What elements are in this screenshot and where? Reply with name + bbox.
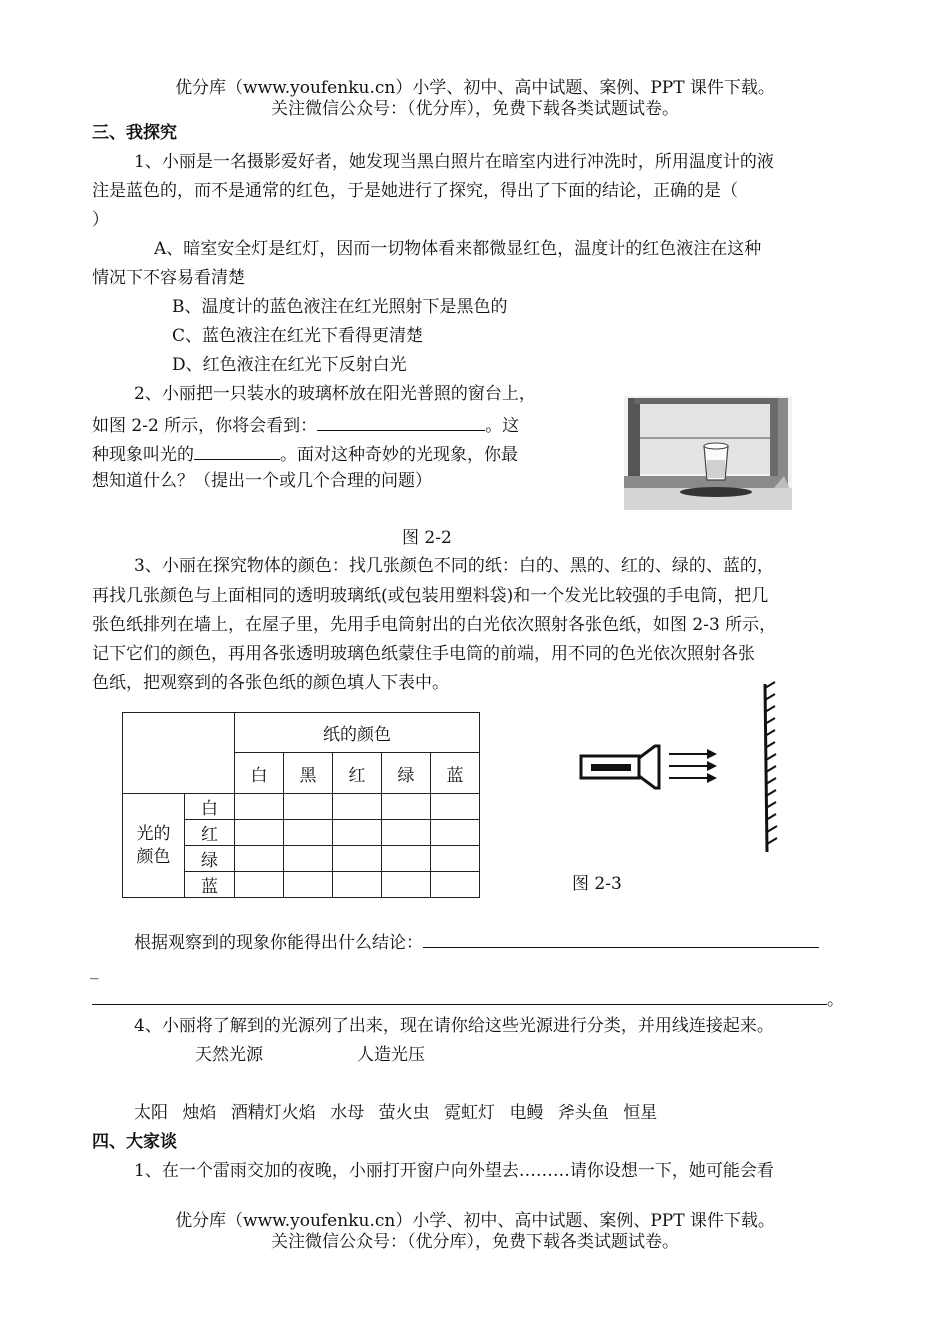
q1-line-1: 1、小丽是一名摄影爱好者，她发现当黑白照片在暗室内进行冲洗时，所用温度计的液	[134, 152, 774, 172]
q2-line-2	[92, 415, 519, 435]
header-line-1: 优分库（www.youfenku.cn）小学、初中、高中试题、案例、PPT 课件下载。	[175, 78, 775, 98]
source-item: 电鳗	[509, 1103, 544, 1123]
table-cell[interactable]	[333, 872, 382, 898]
table-cell[interactable]	[382, 846, 431, 872]
q1-option-a-line-2: 情况下不容易看清楚	[92, 268, 245, 288]
source-item: 水母	[330, 1103, 365, 1123]
category-artificial: 人造光压	[357, 1045, 425, 1065]
source-item: 恒星	[623, 1103, 658, 1123]
q1-option-c: C、蓝色液注在红光下看得更清楚	[172, 326, 424, 346]
q2-line-2-text: 如图 2-2 所示，你将会看到：	[92, 416, 318, 436]
q4-line-1: 4、小丽将了解到的光源列了出来，现在请你给这些光源进行分类，并用线连接起来。	[134, 1016, 774, 1036]
paper-color-red: 红	[333, 753, 382, 794]
light-color-green: 绿	[185, 846, 235, 872]
conclusion-blank-2[interactable]	[92, 989, 827, 1005]
q2-blank-2[interactable]	[194, 444, 280, 460]
q3-line-5: 色纸，把观察到的各张色纸的颜色填人下表中。	[92, 673, 449, 693]
table-cell[interactable]	[382, 794, 431, 820]
table-cell[interactable]	[235, 794, 284, 820]
table-cell[interactable]	[284, 872, 333, 898]
q1-line-2: 注是蓝色的，而不是通常的红色，于是她进行了探究，得出了下面的结论，正确的是（	[92, 181, 738, 201]
q2-line-3	[92, 444, 518, 464]
observation-table	[122, 712, 480, 898]
section-3-title: 三、我探究	[92, 123, 177, 143]
source-item: 斧头鱼	[557, 1103, 609, 1123]
table-cell[interactable]	[431, 794, 480, 820]
table-corner-cell	[123, 713, 235, 794]
q3-line-2: 再找几张颜色与上面相同的透明玻璃纸(或包装用塑料袋)和一个发光比较强的手电筒，把几	[92, 586, 769, 606]
source-item: 烛焰	[182, 1103, 217, 1123]
paper-color-blue: 蓝	[431, 753, 480, 794]
q2-line-2-tail: 。这	[485, 416, 520, 436]
q1-option-a-line-1: A、暗室安全灯是红灯，因而一切物体看来都微显红色，温度计的红色液注在这种	[154, 239, 762, 259]
light-color-header	[123, 794, 185, 898]
table-cell[interactable]	[235, 846, 284, 872]
q3-line-3: 张色纸排列在墙上，在屋子里，先用手电筒射出的白光依次照射各张色纸，如图 2-3 所示，	[92, 615, 777, 635]
paper-color-white: 白	[235, 753, 284, 794]
footer-line-1: 优分库（www.youfenku.cn）小学、初中、高中试题、案例、PPT 课件下载。	[175, 1211, 775, 1231]
q1-line-3: ）	[92, 210, 109, 230]
s4-q1-line-1: 1、在一个雷雨交加的夜晚，小丽打开窗户向外望去………请你设想一下，她可能会看	[134, 1161, 774, 1181]
table-cell[interactable]	[382, 872, 431, 898]
table-cell[interactable]	[431, 872, 480, 898]
section-4-title: 四、大家谈	[92, 1132, 177, 1152]
table-cell[interactable]	[333, 846, 382, 872]
source-item: 萤火虫	[378, 1103, 430, 1123]
category-natural: 天然光源	[195, 1045, 263, 1065]
paper-color-header: 纸的颜色	[235, 713, 480, 753]
table-cell[interactable]	[333, 794, 382, 820]
table-cell[interactable]	[284, 794, 333, 820]
conclusion-end-mark: 。	[827, 990, 844, 1010]
light-color-header-line-1: 光的	[136, 823, 171, 844]
light-color-header-line-2: 颜色	[136, 846, 171, 867]
footer-line-2: 关注微信公众号：（优分库），免费下载各类试题试卷。	[271, 1232, 679, 1252]
figure-2-2-caption: 图 2-2	[402, 528, 452, 548]
q2-line-3-tail: 。面对这种奇妙的光现象，你最	[280, 445, 518, 465]
conclusion-prompt	[134, 932, 819, 952]
light-color-blue: 蓝	[185, 872, 235, 898]
table-cell[interactable]	[235, 820, 284, 846]
source-item: 霓虹灯	[444, 1103, 496, 1123]
table-cell[interactable]	[431, 820, 480, 846]
q1-option-b: B、温度计的蓝色液注在红光照射下是黑色的	[172, 297, 508, 317]
light-color-white: 白	[185, 794, 235, 820]
window-glass-figure	[624, 396, 792, 510]
light-color-red: 红	[185, 820, 235, 846]
conclusion-blank-1[interactable]	[423, 932, 819, 948]
source-item: 太阳	[134, 1103, 168, 1123]
table-cell[interactable]	[284, 846, 333, 872]
stray-underscore: _	[90, 960, 99, 980]
table-cell[interactable]	[333, 820, 382, 846]
paper-color-black: 黑	[284, 753, 333, 794]
figure-2-3-caption: 图 2-3	[572, 874, 622, 894]
header-line-2: 关注微信公众号：（优分库），免费下载各类试题试卷。	[271, 99, 679, 119]
table-cell[interactable]	[382, 820, 431, 846]
q1-option-d: D、红色液注在红光下反射白光	[172, 355, 407, 375]
source-item: 酒精灯火焰	[230, 1103, 316, 1123]
q2-line-3-text: 种现象叫光的	[92, 445, 194, 465]
table-cell[interactable]	[284, 820, 333, 846]
q3-line-1: 3、小丽在探究物体的颜色：找几张颜色不同的纸：白的、黑的、红的、绿的、蓝的，	[134, 556, 774, 576]
q2-line-4: 想知道什么？（提出一个或几个合理的问题）	[92, 471, 432, 491]
table-cell[interactable]	[431, 846, 480, 872]
q3-line-4: 记下它们的颜色，再用各张透明玻璃色纸蒙住手电筒的前端，用不同的色光依次照射各张	[92, 644, 755, 664]
q2-line-1: 2、小丽把一只装水的玻璃杯放在阳光普照的窗台上，	[134, 384, 536, 404]
paper-color-green: 绿	[382, 753, 431, 794]
light-source-list	[134, 1105, 657, 1122]
conclusion-text: 根据观察到的现象你能得出什么结论：	[134, 933, 423, 953]
conclusion-line-2	[92, 989, 844, 1009]
q2-blank-1[interactable]	[317, 415, 485, 431]
table-cell[interactable]	[235, 872, 284, 898]
flashlight-wall-figure	[575, 680, 790, 860]
